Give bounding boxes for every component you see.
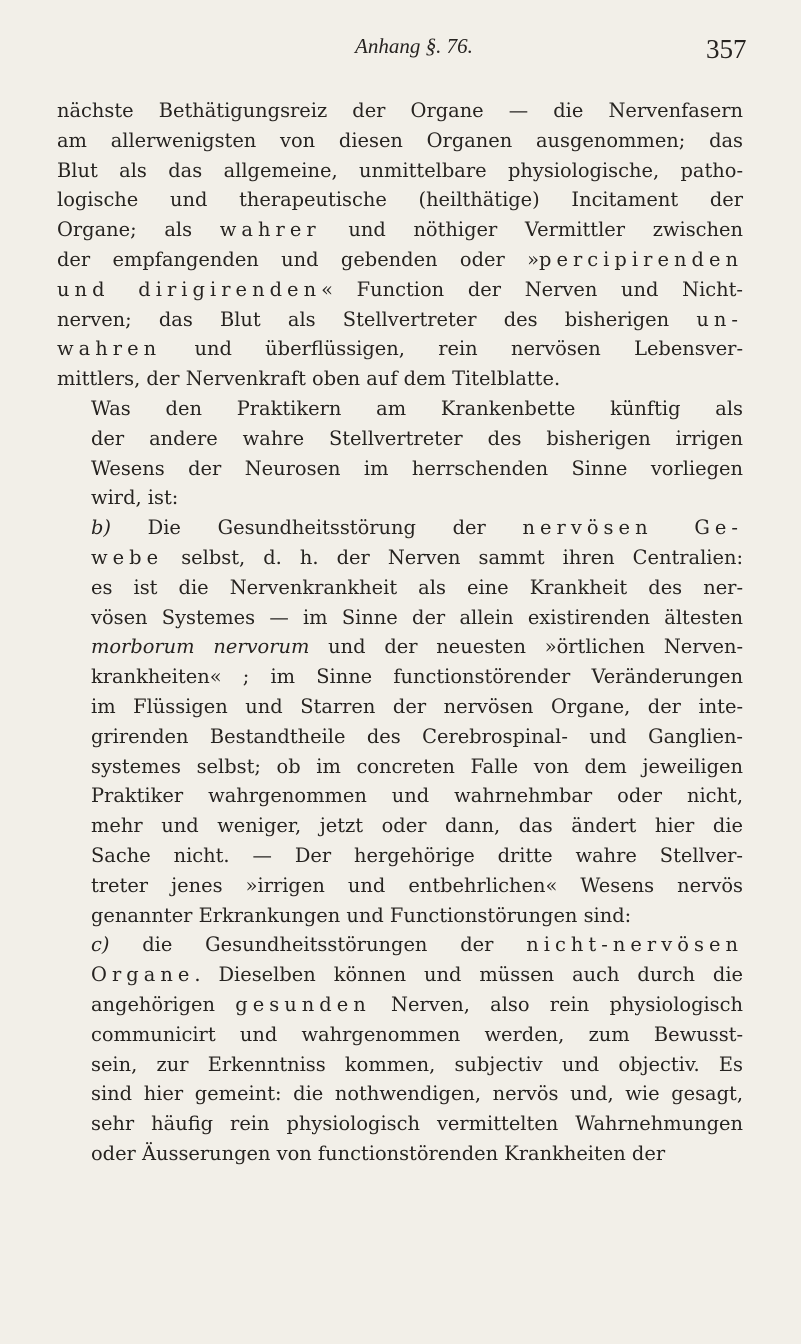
running-head bbox=[0, 34, 801, 74]
text-line bbox=[57, 722, 743, 752]
text-line bbox=[57, 305, 743, 335]
text-run: Sache nicht. — Der hergehörige dritte wahre Stellver- bbox=[91, 843, 743, 867]
text-run: systemes selbst; ob im concreten Falle von dem jeweiligen bbox=[91, 754, 743, 778]
italic-text: morborum nervorum bbox=[91, 635, 310, 659]
text-line bbox=[57, 573, 743, 603]
spaced-emphasis: un- bbox=[696, 307, 743, 331]
text-line bbox=[57, 871, 743, 901]
spaced-emphasis: wahren bbox=[57, 337, 162, 361]
text-line bbox=[57, 364, 743, 394]
text-run: und überflüssigen, rein nervösen Lebensver- bbox=[161, 337, 743, 361]
text-line bbox=[57, 245, 743, 275]
text-run: Organe; als bbox=[57, 218, 220, 242]
text-line bbox=[57, 543, 743, 573]
text-run: vösen Systemes — im Sinne der allein existirenden ältesten bbox=[91, 605, 743, 629]
text-line bbox=[57, 334, 743, 364]
text-run: nerven; das Blut als Stellvertreter des bisherigen bbox=[57, 307, 697, 331]
spaced-emphasis: nervösen Ge- bbox=[522, 516, 743, 540]
text-line bbox=[57, 901, 743, 931]
text-run: « Function der Nerven und Nicht- bbox=[321, 277, 743, 301]
text-run: Was den Praktikern am Krankenbette künftig als bbox=[91, 396, 743, 420]
spaced-emphasis: webe bbox=[91, 545, 164, 569]
text-line bbox=[57, 990, 743, 1020]
spaced-emphasis: wahrer bbox=[219, 218, 321, 242]
text-run: treter jenes »irrigen und entbehrlichen« Wesens nervös bbox=[91, 873, 743, 897]
text-run: sind hier gemeint: die nothwendigen, nervös und, wie gesagt, bbox=[91, 1082, 743, 1106]
text-run: und nöthiger Vermittler zwischen bbox=[320, 218, 743, 242]
text-run: wird, ist: bbox=[91, 486, 179, 510]
text-line bbox=[57, 1020, 743, 1050]
text-run: nächste Bethätigungsreiz der Organe — die Nervenfasern bbox=[57, 99, 743, 122]
text-run: oder Äusserungen von functionstörenden Krankheiten der bbox=[91, 1141, 666, 1165]
text-line bbox=[57, 394, 743, 424]
text-run: logische und therapeutische (heilthätige) Incitament der bbox=[57, 188, 743, 212]
text-line bbox=[57, 126, 743, 156]
text-run: der andere wahre Stellvertreter des bisherigen irrigen bbox=[91, 426, 743, 450]
text-run: mehr und weniger, jetzt oder dann, das ändert hier die bbox=[91, 814, 743, 838]
text-line bbox=[57, 483, 743, 513]
text-line bbox=[57, 1109, 743, 1139]
text-run: krankheiten« ; im Sinne functionstörender Veränderungen bbox=[91, 665, 743, 689]
text-run: grirenden Bestandtheile des Cerebrospinal- und Ganglien- bbox=[91, 724, 743, 748]
italic-text: c) bbox=[91, 933, 110, 957]
text-run: Blut als das allgemeine, unmittelbare physiologische, patho- bbox=[57, 158, 743, 182]
text-run: und der neuesten »örtlichen Nerven- bbox=[309, 635, 744, 659]
text-line bbox=[57, 454, 743, 484]
text-run: die Gesundheitsstörungen der bbox=[109, 933, 527, 957]
text-line bbox=[57, 752, 743, 782]
text-line bbox=[57, 275, 743, 305]
text-line bbox=[57, 1139, 743, 1169]
text-line bbox=[57, 424, 743, 454]
text-run: . Dieselben können und müssen auch durch die bbox=[194, 963, 743, 987]
text-run: mittlers, der Nervenkraft oben auf dem Titelblatte. bbox=[57, 367, 561, 391]
text-run: genannter Erkrankungen und Functionstörungen sind: bbox=[91, 903, 632, 927]
spaced-emphasis: nicht-nervösen bbox=[526, 933, 743, 957]
paragraph bbox=[57, 513, 743, 930]
text-line bbox=[57, 603, 743, 633]
text-line bbox=[57, 1050, 743, 1080]
text-line bbox=[57, 811, 743, 841]
text-line bbox=[57, 841, 743, 871]
text-run: Nerven, also rein physiologisch bbox=[370, 992, 743, 1016]
paragraph bbox=[57, 96, 743, 394]
text-line bbox=[57, 930, 743, 960]
text-run: es ist die Nervenkrankheit als eine Krankheit des ner- bbox=[91, 575, 743, 599]
running-title: Anhang §. 76. bbox=[355, 34, 473, 58]
text-line bbox=[57, 632, 743, 662]
spaced-emphasis: percipirenden bbox=[538, 247, 743, 271]
text-run: im Flüssigen und Starren der nervösen Organe, der inte- bbox=[91, 694, 743, 718]
text-line bbox=[57, 960, 743, 990]
text-run: communicirt und wahrgenommen werden, zum Bewusst- bbox=[91, 1022, 743, 1046]
text-run: Praktiker wahrgenommen und wahrnehmbar oder nicht, bbox=[91, 784, 743, 808]
text-line bbox=[57, 185, 743, 215]
spaced-emphasis: und dirigirenden bbox=[57, 277, 322, 301]
text-line bbox=[57, 215, 743, 245]
paragraph bbox=[57, 394, 743, 513]
text-line bbox=[57, 692, 743, 722]
italic-text: b) bbox=[91, 516, 111, 540]
text-run: am allerwenigsten von diesen Organen ausgenommen; das bbox=[57, 128, 743, 152]
text-run: Wesens der Neurosen im herrschenden Sinne vorliegen bbox=[91, 456, 743, 480]
spaced-emphasis: Organe bbox=[91, 963, 195, 987]
text-run: Die Gesundheitsstörung der bbox=[110, 516, 523, 540]
text-line bbox=[57, 662, 743, 692]
text-line bbox=[57, 96, 743, 126]
text-run: der empfangenden und gebenden oder » bbox=[57, 247, 539, 271]
text-run: selbst, d. h. der Nerven sammt ihren Centralien: bbox=[163, 545, 743, 569]
paragraph bbox=[57, 930, 743, 1168]
spaced-emphasis: gesunden bbox=[235, 992, 371, 1016]
text-line bbox=[57, 1079, 743, 1109]
text-line bbox=[57, 156, 743, 186]
page-number: 357 bbox=[706, 34, 747, 64]
text-run: sein, zur Erkenntniss kommen, subjectiv und objectiv. Es bbox=[91, 1052, 743, 1076]
body-text bbox=[57, 96, 743, 1169]
text-line bbox=[57, 781, 743, 811]
text-run: sehr häufig rein physiologisch vermittelten Wahrnehmungen bbox=[91, 1112, 743, 1136]
text-run: angehörigen bbox=[91, 992, 236, 1016]
text-line bbox=[57, 513, 743, 543]
